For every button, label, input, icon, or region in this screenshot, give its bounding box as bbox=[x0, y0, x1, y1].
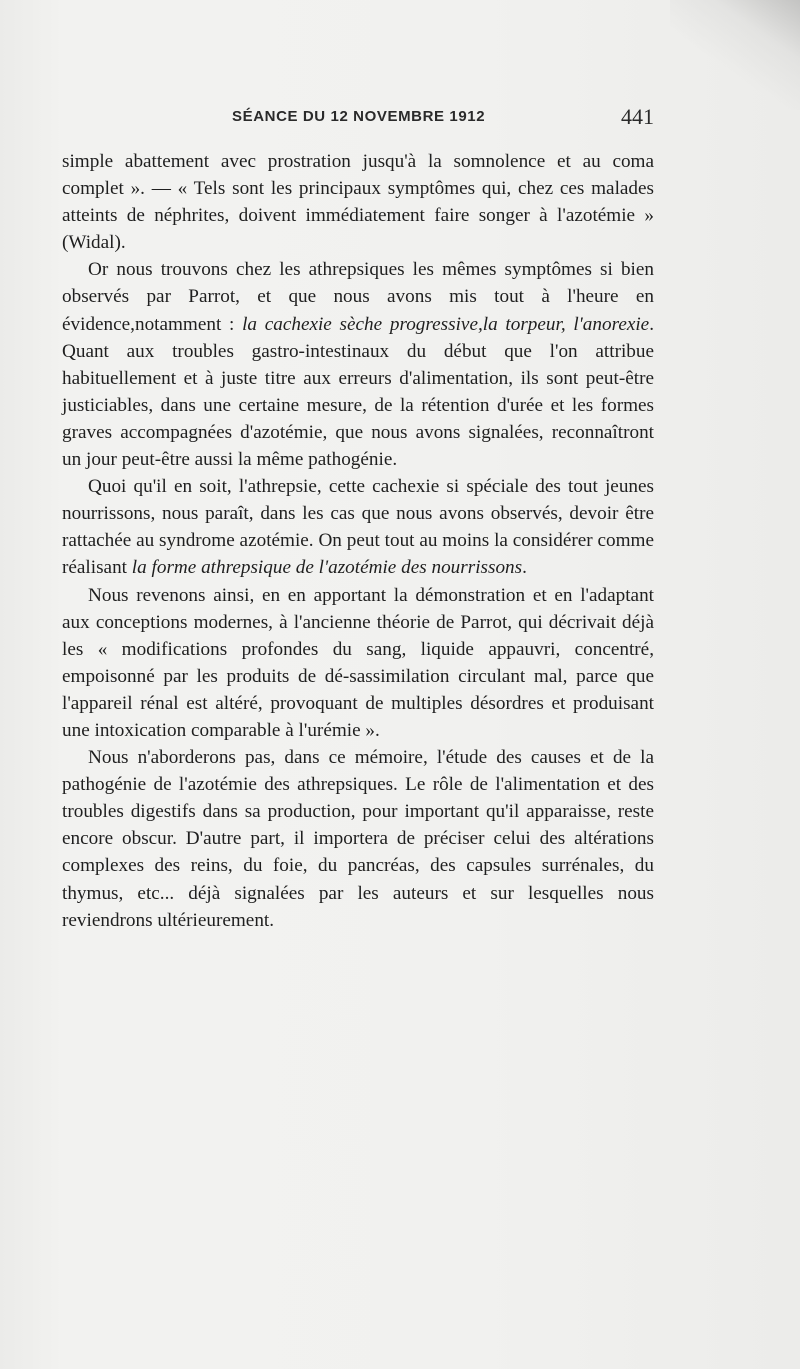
page-header bbox=[62, 104, 654, 134]
paragraph-1: simple abattement avec prostration jusqu'à la somnolence et au coma complet ». — « Tels sont les principaux symptômes qui, chez ces malades atteints de néphrites, doivent immédiatement faire songer à l'azotémie » (Widal). bbox=[62, 151, 654, 254]
paragraph-2-italic: la cachexie sèche progressive,la torpeur, l'anorexie bbox=[242, 313, 650, 335]
paragraph-3-text: Quoi qu'il en soit, l'athrepsie, cette cachexie si spéciale des tout jeunes nourrissons, nous paraît, dans les cas que nous avons observés, devoir être rattachée au syndrome azotémie. On peut tout au moins la considérer comme réalisant bbox=[62, 476, 654, 579]
paragraph-2-text-end: . Quant aux troubles gastro-intestinaux du début que l'on attribue habituellement et à juste titre aux erreurs d'alimentation, ils sont peut-être justiciables, dans une certaine mesure, de la rétention d'urée et les formes graves accompagnées d'azotémie, que nous avons signalées, reconnaîtront un jour peut-être aussi la même pathogénie. bbox=[62, 313, 654, 471]
running-head: SÉANCE DU 12 NOVEMBRE 1912 bbox=[232, 108, 486, 125]
page-number: 441 bbox=[621, 104, 654, 129]
paragraph-5: Nous n'aborderons pas, dans ce mémoire, l'étude des causes et de la pathogénie de l'azotémie des athrepsiques. Le rôle de l'alimentation et des troubles digestifs dans sa production, pour important qu'il apparaisse, reste encore obscur. D'autre part, il importera de préciser celui des altérations complexes des reins, du foie, du pancréas, des capsules surrénales, du thymus, etc... déjà signalées par les auteurs et sur lesquelles nous reviendrons ultérieurement. bbox=[62, 747, 654, 931]
paragraph-2-text: Or nous trouvons chez les athrepsiques les mêmes symptômes si bien observés par Parrot, et que nous avons mis tout à l'heure en évidence,notamment : bbox=[62, 259, 654, 335]
paragraph-3 bbox=[62, 473, 654, 581]
paragraph-2 bbox=[62, 256, 654, 473]
paragraph-3-italic: la forme athrepsique de l'azotémie des nourrissons bbox=[131, 557, 523, 579]
page-corner-shadow bbox=[670, 0, 800, 110]
body-text bbox=[62, 148, 654, 934]
paragraph-3-text-end: . bbox=[522, 557, 527, 579]
paragraph-4: Nous revenons ainsi, en en apportant la démonstration et en l'adaptant aux conceptions modernes, à l'ancienne théorie de Parrot, qui décrivait déjà les « modifications profondes du sang, liquide appauvri, concentré, empoisonné par les produits de dé-sassimilation circulant mal, parce que l'appareil rénal est altéré, provoquant de multiples désordres et produisant une intoxication comparable à l'urémie ». bbox=[62, 584, 654, 741]
